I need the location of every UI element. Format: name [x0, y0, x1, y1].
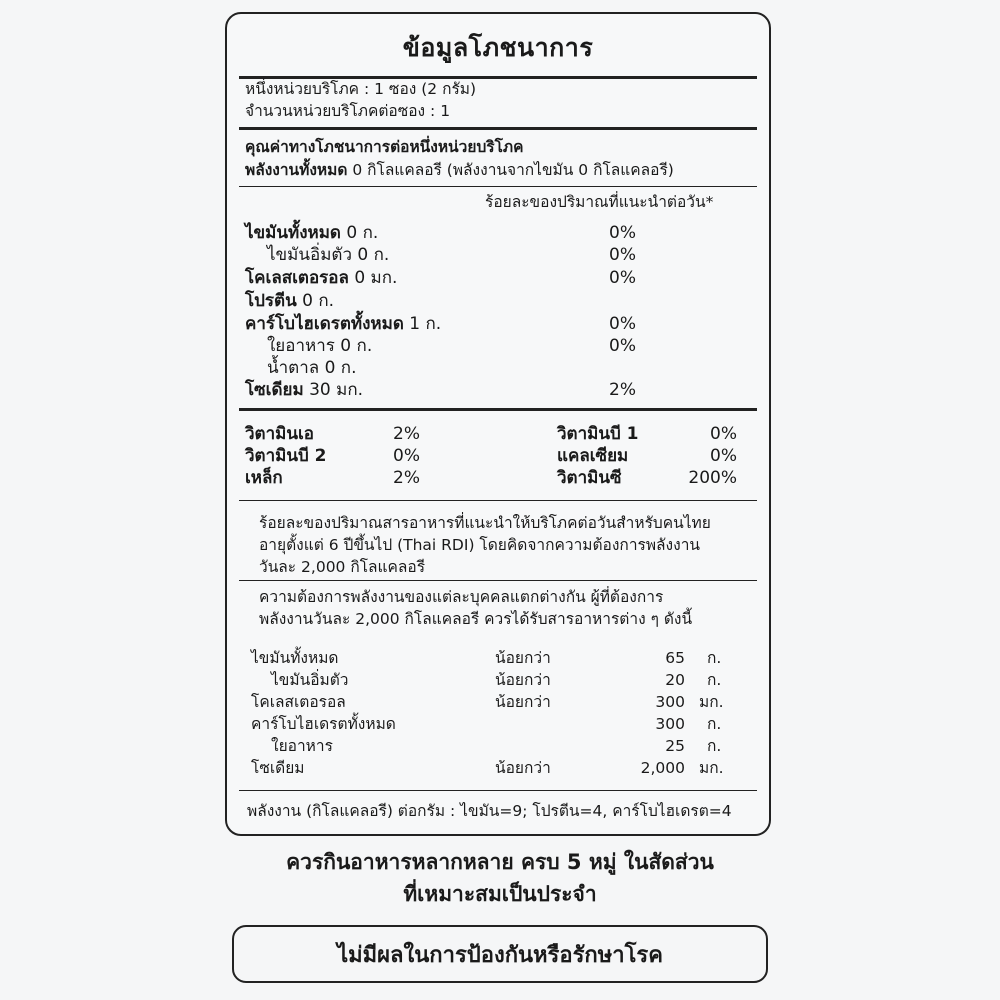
vitamin-name: แคลเซียม	[557, 446, 629, 466]
nutrition-title: ข้อมูลโภชนาการ	[402, 33, 594, 62]
nutrient-percent: 0%	[609, 268, 636, 288]
serving-size: หนึ่งหน่วยบริโภค : 1 ซอง (2 กรัม)	[245, 80, 477, 98]
divider	[239, 186, 757, 187]
nutrient-name: ไขมันอิ่มตัว	[267, 245, 352, 265]
nutrient-amount: 0 ก.	[340, 223, 379, 243]
vitamin-name: วิตามินบี 1	[557, 424, 639, 444]
nutrient-amount: 0 มก.	[348, 268, 398, 288]
vitamin-value: 0%	[393, 446, 420, 466]
nutrient-row	[245, 290, 334, 312]
divider	[239, 500, 757, 501]
nutrient-name: โปรตีน	[245, 291, 297, 311]
nutrient-row	[245, 222, 378, 244]
nutrition-facts-panel	[225, 12, 771, 836]
vitamin-value: 2%	[393, 424, 420, 444]
nutrient-amount: 0 ก.	[352, 245, 390, 265]
nutrient-percent: 2%	[609, 380, 636, 400]
vitamin-name: วิตามินเอ	[245, 424, 314, 444]
reference-unit: ก.	[707, 649, 722, 667]
nutrient-amount: 0 ก.	[296, 291, 335, 311]
vitamin-value: 2%	[393, 468, 420, 488]
nutrient-name: โคเลสเตอรอล	[245, 268, 349, 288]
rdi-note-line: วันละ 2,000 กิโลแคลอรี	[259, 558, 426, 576]
nutrient-percent: 0%	[609, 314, 636, 334]
vitamin-name: เหล็ก	[245, 468, 283, 488]
nutrient-row	[267, 335, 372, 357]
reference-name: ใยอาหาร	[271, 737, 333, 755]
reference-qualifier: น้อยกว่า	[495, 649, 551, 667]
nutrient-percent: 0%	[609, 223, 636, 243]
reference-qualifier: น้อยกว่า	[495, 671, 551, 689]
advice-line: ควรกินอาหารหลากหลาย ครบ 5 หมู่ ในสัดส่วน	[286, 850, 714, 874]
nutrient-name: โซเดียม	[245, 380, 304, 400]
vitamin-name: วิตามินซี	[557, 468, 622, 488]
nutrient-row	[245, 267, 397, 289]
nutrient-row	[267, 357, 357, 379]
disclaimer-box	[232, 925, 768, 983]
nutrient-amount: 0 ก.	[334, 336, 373, 356]
reference-name: โซเดียม	[251, 759, 305, 777]
advice-line: ที่เหมาะสมเป็นประจำ	[403, 882, 597, 906]
nutrient-row	[267, 244, 389, 266]
reference-qualifier: น้อยกว่า	[495, 759, 551, 777]
nutrient-amount: 1 ก.	[403, 314, 442, 334]
nutrient-name: คาร์โบไฮเดรตทั้งหมด	[245, 314, 404, 334]
rdi-note-line: ร้อยละของปริมาณสารอาหารที่แนะนำให้บริโภคต่อวันสำหรับคนไทย	[259, 514, 711, 532]
vitamin-value: 0%	[710, 424, 737, 444]
reference-name: คาร์โบไฮเดรตทั้งหมด	[251, 715, 396, 733]
nutrient-row	[245, 379, 363, 401]
vitamin-name: วิตามินบี 2	[245, 446, 327, 466]
energy-label: พลังงานทั้งหมด	[245, 161, 348, 179]
divider	[239, 127, 757, 130]
nutrient-name: ใยอาหาร	[267, 336, 335, 356]
daily-value-heading: ร้อยละของปริมาณที่แนะนำต่อวัน*	[485, 193, 714, 211]
needs-note-line: พลังงานวันละ 2,000 กิโลแคลอรี ควรได้รับสารอาหารต่าง ๆ ดังนี้	[259, 610, 693, 628]
energy-line	[245, 159, 674, 181]
disclaimer-text: ไม่มีผลในการป้องกันหรือรักษาโรค	[337, 942, 663, 968]
reference-unit: ก.	[707, 671, 722, 689]
nutrient-row	[245, 313, 441, 335]
energy-factors: พลังงาน (กิโลแคลอรี) ต่อกรัม : ไขมัน=9; โปรตีน=4, คาร์โบไฮเดรต=4	[247, 802, 732, 820]
reference-unit: มก.	[699, 759, 724, 777]
reference-unit: ก.	[707, 737, 722, 755]
reference-value: 300	[655, 693, 685, 711]
divider	[239, 408, 757, 411]
divider	[239, 790, 757, 791]
reference-value: 2,000	[640, 759, 685, 777]
rdi-note-line: อายุตั้งแต่ 6 ปีขึ้นไป (Thai RDI) โดยคิดจากความต้องการพลังงาน	[259, 536, 700, 554]
reference-unit: ก.	[707, 715, 722, 733]
nutrient-name: ไขมันทั้งหมด	[245, 223, 341, 243]
reference-value: 300	[655, 715, 685, 733]
reference-name: ไขมันอิ่มตัว	[271, 671, 349, 689]
reference-qualifier: น้อยกว่า	[495, 693, 551, 711]
reference-name: โคเลสเตอรอล	[251, 693, 346, 711]
nutrient-name: น้ำตาล	[267, 358, 320, 378]
reference-value: 65	[665, 649, 685, 667]
reference-name: ไขมันทั้งหมด	[251, 649, 339, 667]
nutrient-amount: 30 มก.	[303, 380, 364, 400]
divider	[239, 580, 757, 581]
vitamin-value: 0%	[710, 446, 737, 466]
nutrient-amount: 0 ก.	[319, 358, 357, 378]
needs-note-line: ความต้องการพลังงานของแต่ละบุคคลแตกต่างกัน ผู้ที่ต้องการ	[259, 588, 664, 606]
nutrient-percent: 0%	[609, 245, 636, 265]
per-serving-heading: คุณค่าทางโภชนาการต่อหนึ่งหน่วยบริโภค	[245, 138, 524, 156]
reference-value: 20	[665, 671, 685, 689]
servings-per-pack: จำนวนหน่วยบริโภคต่อซอง : 1	[245, 102, 451, 120]
reference-value: 25	[665, 737, 685, 755]
nutrient-percent: 0%	[609, 336, 636, 356]
vitamin-value: 200%	[688, 468, 737, 488]
reference-unit: มก.	[699, 693, 724, 711]
energy-value: 0 กิโลแคลอรี (พลังงานจากไขมัน 0 กิโลแคลอรี)	[347, 161, 674, 179]
